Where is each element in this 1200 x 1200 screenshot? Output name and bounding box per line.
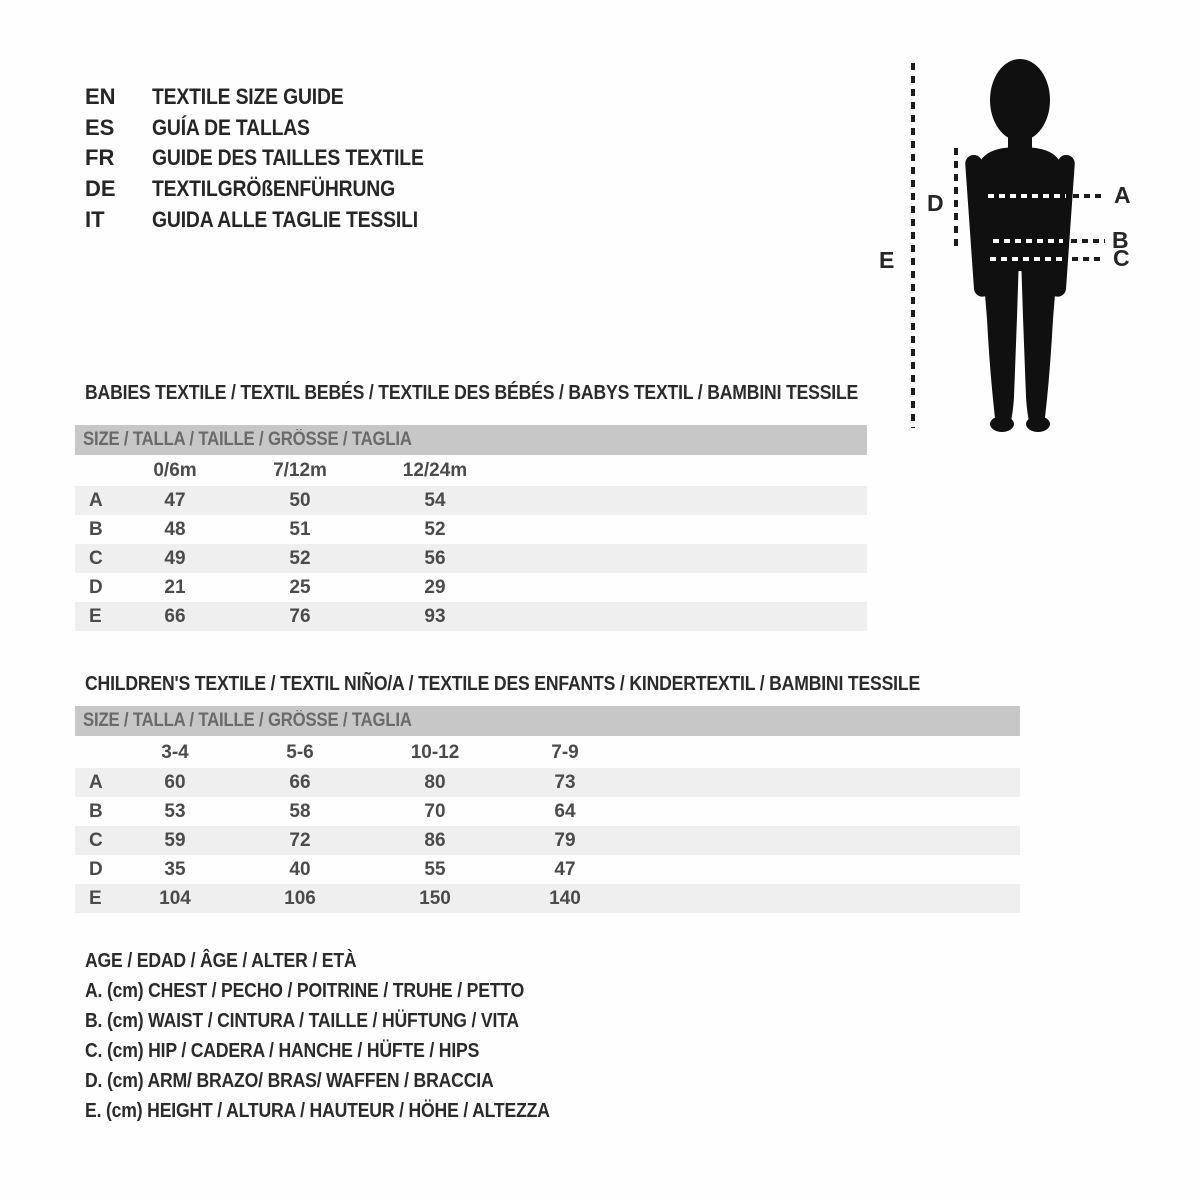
row-label: E bbox=[89, 605, 102, 627]
table-row bbox=[75, 573, 867, 602]
column-header: 10-12 bbox=[410, 742, 460, 763]
value-cell: 53 bbox=[164, 800, 186, 822]
child-silhouette-icon bbox=[960, 57, 1080, 435]
babies-column-header-row bbox=[75, 456, 867, 486]
value-cell: 59 bbox=[164, 829, 186, 851]
row-label: B bbox=[89, 518, 103, 540]
value-cell: 79 bbox=[554, 829, 576, 851]
value-cell: 52 bbox=[424, 518, 446, 540]
figure-label-waist: B bbox=[1112, 227, 1129, 253]
value-cell: 58 bbox=[289, 800, 311, 822]
legend-text: E. (cm) HEIGHT / ALTURA / HAUTEUR / HÖHE / ALTEZZA bbox=[85, 1099, 550, 1122]
arm-measure-line bbox=[954, 148, 958, 251]
value-cell: 66 bbox=[289, 771, 311, 793]
value-cell: 56 bbox=[424, 547, 446, 569]
value-cell: 55 bbox=[424, 858, 446, 880]
value-cell: 86 bbox=[424, 829, 446, 851]
value-cell: 50 bbox=[289, 489, 311, 511]
legend-text: B. (cm) WAIST / CINTURA / TAILLE / HÜFTUNG / VITA bbox=[85, 1009, 519, 1032]
value-cell: 93 bbox=[424, 605, 446, 627]
column-header: 3-4 bbox=[161, 742, 189, 763]
table-row bbox=[75, 544, 867, 573]
language-code: EN bbox=[85, 84, 116, 110]
value-cell: 72 bbox=[289, 829, 311, 851]
column-header: 12/24m bbox=[402, 460, 468, 481]
row-label: D bbox=[89, 576, 103, 598]
language-row-it bbox=[85, 204, 461, 235]
value-cell: 76 bbox=[289, 605, 311, 627]
row-label: D bbox=[89, 858, 103, 880]
legend-text: AGE / EDAD / ÂGE / ALTER / ETÀ bbox=[85, 949, 357, 972]
babies-size-header-label: SIZE / TALLA / TAILLE / GRÖSSE / TAGLIA bbox=[83, 429, 412, 450]
babies-table-title bbox=[85, 382, 964, 405]
language-title: GUÍA DE TALLAS bbox=[152, 114, 310, 140]
waist-measure-line bbox=[1071, 239, 1105, 243]
value-cell: 140 bbox=[549, 887, 581, 909]
value-cell: 64 bbox=[554, 800, 576, 822]
value-cell: 60 bbox=[164, 771, 186, 793]
legend-line-arm bbox=[85, 1066, 613, 1096]
figure-label-hip: C bbox=[1113, 245, 1130, 271]
language-code: IT bbox=[85, 206, 105, 232]
children-table-title-text: CHILDREN'S TEXTILE / TEXTIL NIÑO/A / TEXTILE DES ENFANTS / KINDERTEXTIL / BAMBINI TESSILE bbox=[85, 673, 921, 695]
value-cell: 54 bbox=[424, 489, 446, 511]
measurement-legend bbox=[85, 946, 613, 1126]
table-row bbox=[75, 515, 867, 544]
column-header: 7/12m bbox=[273, 460, 327, 481]
legend-line-chest bbox=[85, 976, 613, 1006]
value-cell: 106 bbox=[284, 887, 316, 909]
value-cell: 48 bbox=[164, 518, 186, 540]
language-row-es bbox=[85, 113, 461, 144]
column-header: 0/6m bbox=[153, 460, 197, 481]
language-row-en bbox=[85, 82, 461, 113]
figure-label-chest: A bbox=[1114, 182, 1131, 208]
row-label: C bbox=[89, 547, 103, 569]
legend-line-height bbox=[85, 1096, 613, 1126]
height-measure-line bbox=[911, 63, 915, 428]
value-cell: 66 bbox=[164, 605, 186, 627]
chest-measure-line bbox=[988, 194, 1066, 198]
language-row-de bbox=[85, 174, 461, 205]
value-cell: 70 bbox=[424, 800, 446, 822]
language-row-fr bbox=[85, 143, 461, 174]
column-header: 5-6 bbox=[286, 742, 314, 763]
children-table-title bbox=[85, 673, 1034, 696]
legend-text: A. (cm) CHEST / PECHO / POITRINE / TRUHE / PETTO bbox=[85, 979, 525, 1002]
language-code: FR bbox=[85, 145, 115, 171]
value-cell: 40 bbox=[289, 858, 311, 880]
table-row bbox=[75, 826, 1020, 855]
figure-label-height: E bbox=[879, 247, 895, 273]
hip-measure-line bbox=[990, 257, 1065, 261]
row-label: C bbox=[89, 829, 103, 851]
language-code: DE bbox=[85, 176, 116, 202]
legend-text: D. (cm) ARM/ BRAZO/ BRAS/ WAFFEN / BRACCIA bbox=[85, 1069, 494, 1092]
value-cell: 104 bbox=[159, 887, 191, 909]
value-cell: 51 bbox=[289, 518, 311, 540]
row-label: E bbox=[89, 887, 102, 909]
column-header: 7-9 bbox=[551, 742, 579, 763]
children-size-header-label: SIZE / TALLA / TAILLE / GRÖSSE / TAGLIA bbox=[83, 710, 412, 731]
babies-size-header-bar bbox=[75, 425, 867, 455]
table-row bbox=[75, 602, 867, 631]
row-label: B bbox=[89, 800, 103, 822]
legend-line-waist bbox=[85, 1006, 613, 1036]
value-cell: 47 bbox=[164, 489, 186, 511]
value-cell: 35 bbox=[164, 858, 186, 880]
language-title: TEXTILE SIZE GUIDE bbox=[152, 84, 344, 110]
table-row bbox=[75, 486, 867, 515]
language-title: TEXTILGRÖßENFÜHRUNG bbox=[152, 176, 395, 202]
table-row bbox=[75, 768, 1020, 797]
children-column-header-row bbox=[75, 738, 1020, 768]
value-cell: 25 bbox=[289, 576, 311, 598]
value-cell: 21 bbox=[164, 576, 186, 598]
legend-line-hip bbox=[85, 1036, 613, 1066]
table-row bbox=[75, 855, 1020, 884]
table-row bbox=[75, 797, 1020, 826]
row-label: A bbox=[89, 771, 103, 793]
babies-table-title-text: BABIES TEXTILE / TEXTIL BEBÉS / TEXTILE DES BÉBÉS / BABYS TEXTIL / BAMBINI TESSILE bbox=[85, 382, 859, 404]
language-title: GUIDE DES TAILLES TEXTILE bbox=[152, 145, 424, 171]
value-cell: 52 bbox=[289, 547, 311, 569]
value-cell: 80 bbox=[424, 771, 446, 793]
legend-text: C. (cm) HIP / CADERA / HANCHE / HÜFTE / HIPS bbox=[85, 1039, 480, 1062]
value-cell: 49 bbox=[164, 547, 186, 569]
value-cell: 29 bbox=[424, 576, 446, 598]
language-list bbox=[85, 82, 461, 235]
language-title: GUIDA ALLE TAGLIE TESSILI bbox=[152, 206, 418, 232]
row-label: A bbox=[89, 489, 103, 511]
children-size-header-bar bbox=[75, 706, 1020, 736]
children-size-table bbox=[75, 738, 1020, 913]
table-row bbox=[75, 884, 1020, 913]
language-code: ES bbox=[85, 114, 115, 140]
legend-line-age bbox=[85, 946, 613, 976]
value-cell: 47 bbox=[554, 858, 576, 880]
waist-measure-line bbox=[993, 239, 1063, 243]
value-cell: 150 bbox=[419, 887, 451, 909]
hip-measure-line bbox=[1072, 257, 1105, 261]
babies-size-table bbox=[75, 456, 867, 631]
value-cell: 73 bbox=[554, 771, 576, 793]
figure-label-arm: D bbox=[927, 190, 944, 216]
chest-measure-line bbox=[1073, 194, 1105, 198]
